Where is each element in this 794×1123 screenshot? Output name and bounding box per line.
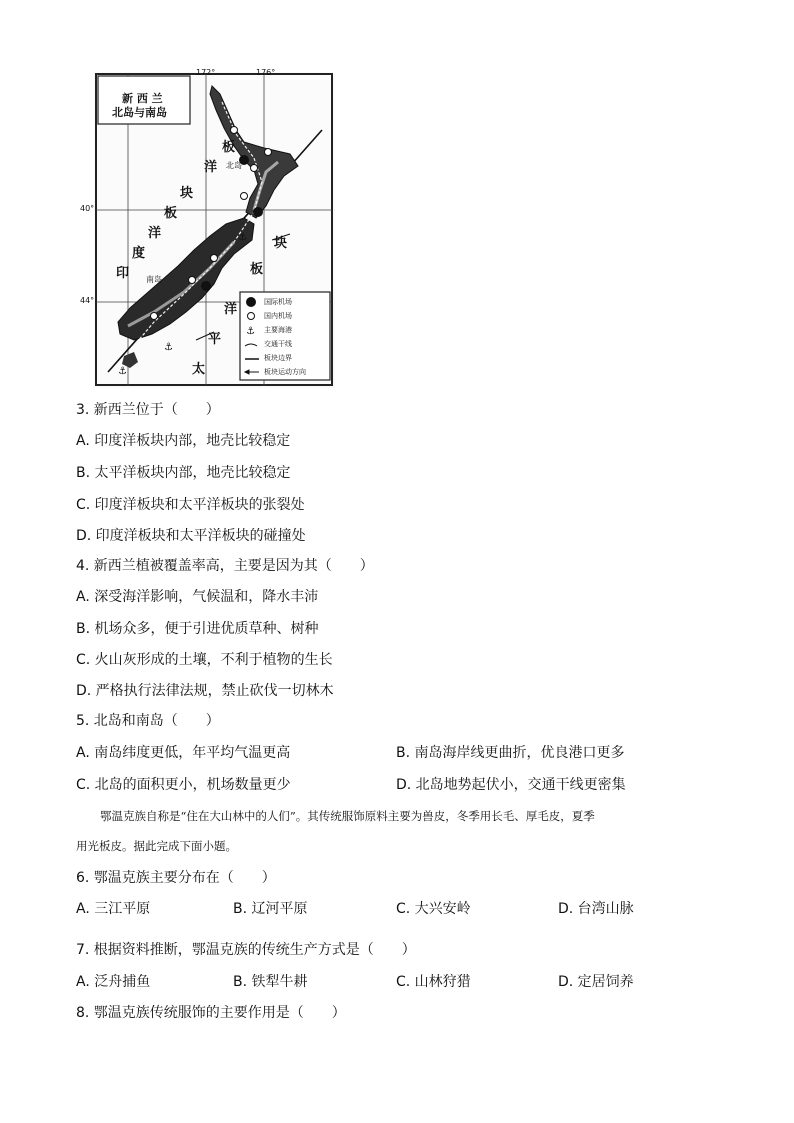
reading-passage-cont bbox=[76, 831, 706, 861]
question-5-stem: 5. 北岛和南岛（ ） bbox=[76, 713, 220, 729]
svg-text:⚓: ⚓ bbox=[118, 366, 127, 377]
pacific-plate-char-4: 板 bbox=[250, 262, 264, 277]
north-island-label: 北岛 bbox=[226, 161, 242, 170]
indian-plate-char-2: 度 bbox=[132, 246, 146, 261]
question-3-option-b[interactable]: B. 太平洋板块内部，地壳比较稳定 bbox=[76, 465, 291, 481]
indian-plate-char-3: 洋 bbox=[148, 226, 162, 241]
question-3-option-d[interactable]: D. 印度洋板块和太平洋板块的碰撞处 bbox=[76, 528, 306, 544]
svg-text:⚓: ⚓ bbox=[246, 326, 255, 337]
question-5-option-a[interactable]: A. 南岛纬度更低，年平均气温更高 bbox=[76, 745, 291, 761]
legend-domestic-airport: 国内机场 bbox=[264, 312, 292, 320]
lat-label-40: 40° bbox=[80, 204, 95, 213]
pacific-plate-char-1: 太 bbox=[192, 362, 206, 377]
question-3-option-a[interactable]: A. 印度洋板块内部，地壳比较稳定 bbox=[76, 433, 291, 449]
lon-label-176: 176° bbox=[256, 68, 276, 77]
question-6-option-b[interactable]: B. 辽河平原 bbox=[233, 901, 308, 917]
pacific-plate-char-3: 洋 bbox=[224, 302, 238, 317]
question-3-stem: 3. 新西兰位于（ ） bbox=[76, 402, 220, 418]
legend-international-airport: 国际机场 bbox=[264, 298, 292, 306]
lat-label-44: 44° bbox=[80, 296, 95, 305]
passage-line-1: 鄂温克族自称是“住在大山林中的人们”。其传统服饰原料主要为兽皮，冬季用长毛、厚毛皮，夏季 bbox=[100, 809, 595, 823]
question-4-option-a[interactable]: A. 深受海洋影响，气候温和，降水丰沛 bbox=[76, 589, 319, 605]
question-4-option-b[interactable]: B. 机场众多，便于引进优质草种、树种 bbox=[76, 621, 319, 637]
question-4-option-c[interactable]: C. 火山灰形成的土壤，不利于植物的生长 bbox=[76, 652, 333, 668]
question-8-stem: 8. 鄂温克族传统服饰的主要作用是（ ） bbox=[76, 1005, 346, 1021]
south-island-label: 南岛 bbox=[146, 275, 162, 284]
svg-text:⚓: ⚓ bbox=[164, 342, 173, 353]
question-4-option-d[interactable]: D. 严格执行法律法规，禁止砍伐一切林木 bbox=[76, 683, 334, 699]
question-6-option-a[interactable]: A. 三江平原 bbox=[76, 901, 151, 917]
question-7-stem: 7. 根据资料推断，鄂温克族的传统生产方式是（ ） bbox=[76, 942, 416, 958]
question-5-option-b[interactable]: B. 南岛海岸线更曲折，优良港口更多 bbox=[396, 745, 625, 761]
question-6-option-c[interactable]: C. 大兴安岭 bbox=[396, 901, 471, 917]
reading-passage bbox=[100, 801, 730, 831]
svg-text:⚓: ⚓ bbox=[238, 232, 247, 243]
new-zealand-map bbox=[80, 68, 335, 388]
question-5-option-d[interactable]: D. 北岛地势起伏小，交通干线更密集 bbox=[396, 777, 626, 793]
legend-seaport: 主要海港 bbox=[264, 326, 292, 334]
pacific-top-char-1: 洋 bbox=[204, 160, 218, 175]
indian-plate-char-1: 印 bbox=[116, 266, 130, 281]
legend-plate-motion: 板块运动方向 bbox=[264, 368, 306, 376]
question-3-option-c[interactable]: C. 印度洋板块和太平洋板块的张裂处 bbox=[76, 497, 305, 513]
question-6-stem: 6. 鄂温克族主要分布在（ ） bbox=[76, 870, 276, 886]
legend-transport: 交通干线 bbox=[264, 340, 292, 348]
pacific-top-char-2: 板 bbox=[222, 140, 236, 155]
question-7-option-d[interactable]: D. 定居饲养 bbox=[558, 974, 634, 990]
question-7-option-c[interactable]: C. 山林狩猎 bbox=[396, 974, 471, 990]
map-title-line2: 北岛与南岛 bbox=[112, 106, 167, 119]
indian-plate-char-4: 板 bbox=[164, 206, 178, 221]
map-title-line1: 新 西 兰 bbox=[122, 92, 163, 105]
question-7-option-a[interactable]: A. 泛舟捕鱼 bbox=[76, 974, 151, 990]
indian-plate-char-5: 块 bbox=[180, 186, 194, 201]
lon-label-172: 172° bbox=[196, 68, 216, 77]
question-4-stem: 4. 新西兰植被覆盖率高，主要是因为其（ ） bbox=[76, 558, 374, 574]
passage-line-2: 用光板皮。据此完成下面小题。 bbox=[76, 839, 237, 853]
question-6-option-d[interactable]: D. 台湾山脉 bbox=[558, 901, 634, 917]
legend-plate-boundary: 板块边界 bbox=[264, 354, 292, 362]
question-5-option-c[interactable]: C. 北岛的面积更小，机场数量更少 bbox=[76, 777, 291, 793]
question-7-option-b[interactable]: B. 铁犁牛耕 bbox=[233, 974, 308, 990]
pacific-plate-char-2: 平 bbox=[208, 332, 222, 347]
pacific-plate-char-5: 块 bbox=[274, 236, 288, 251]
